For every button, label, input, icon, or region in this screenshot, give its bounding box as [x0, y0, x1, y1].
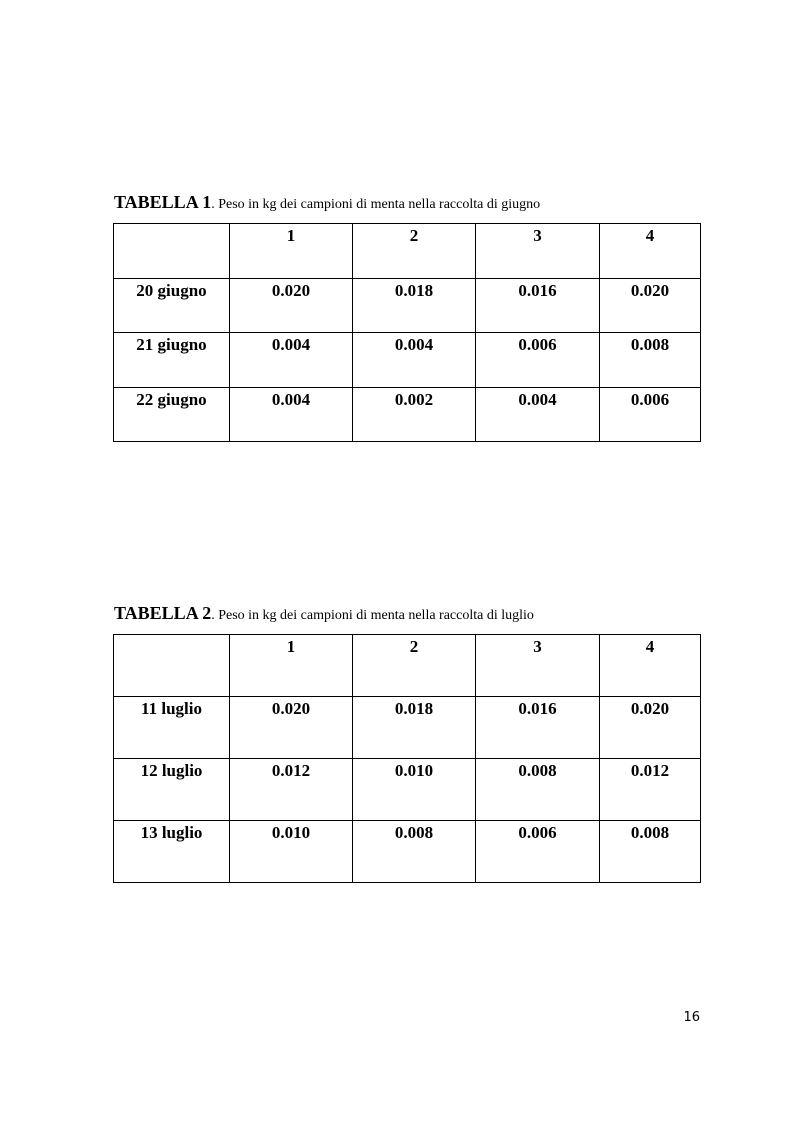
value-cell: 0.006	[600, 387, 701, 442]
value-cell: 0.020	[230, 697, 353, 759]
table-2-caption-label: TABELLA 2	[114, 603, 212, 623]
value-cell: 0.010	[230, 821, 353, 883]
value-cell: 0.020	[600, 697, 701, 759]
value-cell: 0.006	[476, 821, 600, 883]
header-cell: 1	[230, 635, 353, 697]
page-number: 16	[683, 1010, 700, 1025]
table-header-row	[114, 635, 701, 697]
row-label-cell: 21 giugno	[114, 333, 230, 388]
value-cell: 0.004	[476, 387, 600, 442]
value-cell: 0.018	[353, 278, 476, 333]
row-label-cell: 20 giugno	[114, 278, 230, 333]
value-cell: 0.008	[600, 333, 701, 388]
value-cell: 0.004	[230, 333, 353, 388]
value-cell: 0.020	[600, 278, 701, 333]
table-row	[114, 333, 701, 388]
row-label-cell: 13 luglio	[114, 821, 230, 883]
table-header-row	[114, 224, 701, 279]
value-cell: 0.016	[476, 697, 600, 759]
header-cell: 4	[600, 224, 701, 279]
table-row	[114, 759, 701, 821]
value-cell: 0.008	[600, 821, 701, 883]
value-cell: 0.004	[230, 387, 353, 442]
value-cell: 0.016	[476, 278, 600, 333]
table-row	[114, 821, 701, 883]
table-2-caption	[114, 603, 534, 624]
value-cell: 0.010	[353, 759, 476, 821]
table-row	[114, 697, 701, 759]
header-cell: 2	[353, 224, 476, 279]
header-cell: 2	[353, 635, 476, 697]
header-cell: 1	[230, 224, 353, 279]
table-2	[113, 634, 701, 883]
header-cell	[114, 635, 230, 697]
header-cell: 4	[600, 635, 701, 697]
table-1-caption-label: TABELLA 1	[114, 192, 212, 212]
row-label-cell: 22 giugno	[114, 387, 230, 442]
value-cell: 0.004	[353, 333, 476, 388]
value-cell: 0.018	[353, 697, 476, 759]
value-cell: 0.012	[230, 759, 353, 821]
value-cell: 0.002	[353, 387, 476, 442]
value-cell: 0.008	[476, 759, 600, 821]
row-label-cell: 12 luglio	[114, 759, 230, 821]
header-cell	[114, 224, 230, 279]
table-1	[113, 223, 701, 442]
row-label-cell: 11 luglio	[114, 697, 230, 759]
table-1-caption	[114, 192, 540, 213]
table-row	[114, 278, 701, 333]
value-cell: 0.012	[600, 759, 701, 821]
table-row	[114, 387, 701, 442]
header-cell: 3	[476, 635, 600, 697]
header-cell: 3	[476, 224, 600, 279]
table-2-caption-text: . Peso in kg dei campioni di menta nella raccolta di luglio	[211, 608, 534, 623]
value-cell: 0.006	[476, 333, 600, 388]
value-cell: 0.008	[353, 821, 476, 883]
table-1-caption-text: . Peso in kg dei campioni di menta nella raccolta di giugno	[211, 197, 541, 212]
value-cell: 0.020	[230, 278, 353, 333]
